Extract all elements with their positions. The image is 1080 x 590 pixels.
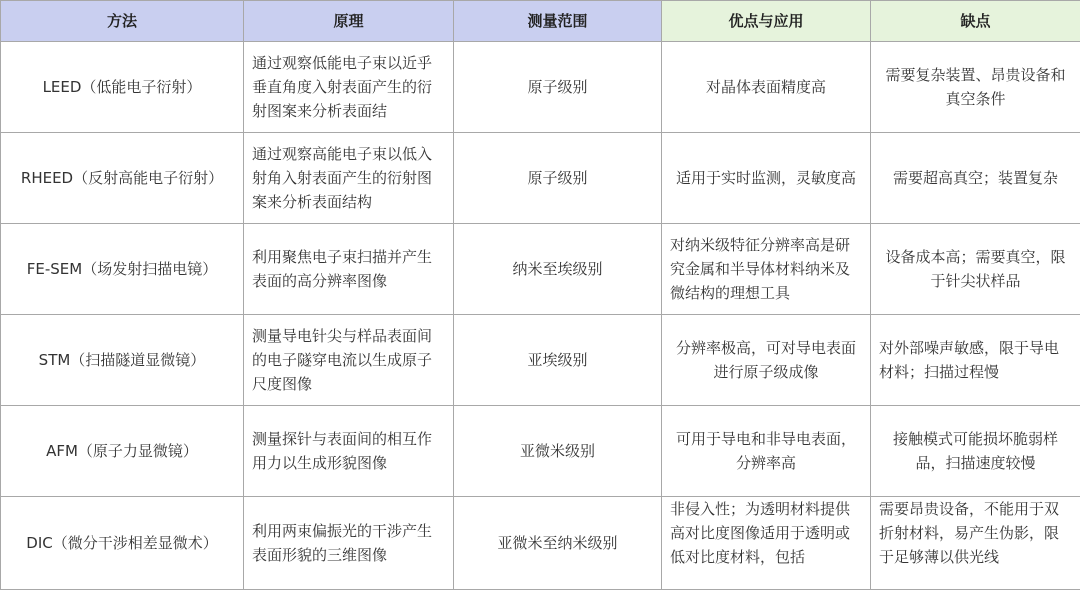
header-method: 方法 xyxy=(1,1,244,42)
table-row xyxy=(1,224,1080,315)
pros-cell: 适用于实时监测，灵敏度高 xyxy=(662,133,871,224)
header-principle: 原理 xyxy=(244,1,454,42)
method-cell: DIC（微分干涉相差显微术） xyxy=(1,497,244,590)
pros-cell: 分辨率极高，可对导电表面进行原子级成像 xyxy=(662,315,871,406)
pros-cell: 非侵入性；为透明材料提供高对比度图像适用于透明或低对比度材料，包括 xyxy=(662,497,871,590)
pros-cell: 可用于导电和非导电表面，分辨率高 xyxy=(662,406,871,497)
pros-cell: 对晶体表面精度高 xyxy=(662,42,871,133)
cons-cell: 需要复杂装置、昂贵设备和真空条件 xyxy=(871,42,1080,133)
table-row xyxy=(1,133,1080,224)
cons-cell: 设备成本高；需要真空，限于针尖状样品 xyxy=(871,224,1080,315)
header-pros: 优点与应用 xyxy=(662,1,871,42)
cons-cell: 需要超高真空；装置复杂 xyxy=(871,133,1080,224)
principle-cell: 利用聚焦电子束扫描并产生表面的高分辨率图像 xyxy=(244,224,454,315)
range-cell: 亚微米至纳米级别 xyxy=(454,497,662,590)
principle-cell: 通过观察高能电子束以低入射角入射表面产生的衍射图案来分析表面结构 xyxy=(244,133,454,224)
method-cell: AFM（原子力显微镜） xyxy=(1,406,244,497)
cons-cell: 需要昂贵设备，不能用于双折射材料，易产生伪影，限于足够薄以供光线 xyxy=(871,497,1080,590)
range-cell: 原子级别 xyxy=(454,133,662,224)
method-cell: FE-SEM（场发射扫描电镜） xyxy=(1,224,244,315)
table-row xyxy=(1,497,1080,590)
range-cell: 原子级别 xyxy=(454,42,662,133)
principle-cell: 测量导电针尖与样品表面间的电子隧穿电流以生成原子尺度图像 xyxy=(244,315,454,406)
table-row xyxy=(1,42,1080,133)
table-row xyxy=(1,406,1080,497)
range-cell: 纳米至埃级别 xyxy=(454,224,662,315)
range-cell: 亚微米级别 xyxy=(454,406,662,497)
principle-cell: 测量探针与表面间的相互作用力以生成形貌图像 xyxy=(244,406,454,497)
principle-cell: 通过观察低能电子束以近乎垂直角度入射表面产生的衍射图案来分析表面结 xyxy=(244,42,454,133)
principle-cell: 利用两束偏振光的干涉产生表面形貌的三维图像 xyxy=(244,497,454,590)
range-cell: 亚埃级别 xyxy=(454,315,662,406)
pros-cell: 对纳米级特征分辨率高是研究金属和半导体材料纳米及微结构的理想工具 xyxy=(662,224,871,315)
cons-cell: 对外部噪声敏感，限于导电材料；扫描过程慢 xyxy=(871,315,1080,406)
header-cons: 缺点 xyxy=(871,1,1080,42)
header-range: 测量范围 xyxy=(454,1,662,42)
method-cell: STM（扫描隧道显微镜） xyxy=(1,315,244,406)
header-row xyxy=(1,1,1080,42)
cons-cell: 接触模式可能损坏脆弱样品，扫描速度较慢 xyxy=(871,406,1080,497)
method-cell: RHEED（反射高能电子衍射） xyxy=(1,133,244,224)
table-row xyxy=(1,315,1080,406)
method-cell: LEED（低能电子衍射） xyxy=(1,42,244,133)
